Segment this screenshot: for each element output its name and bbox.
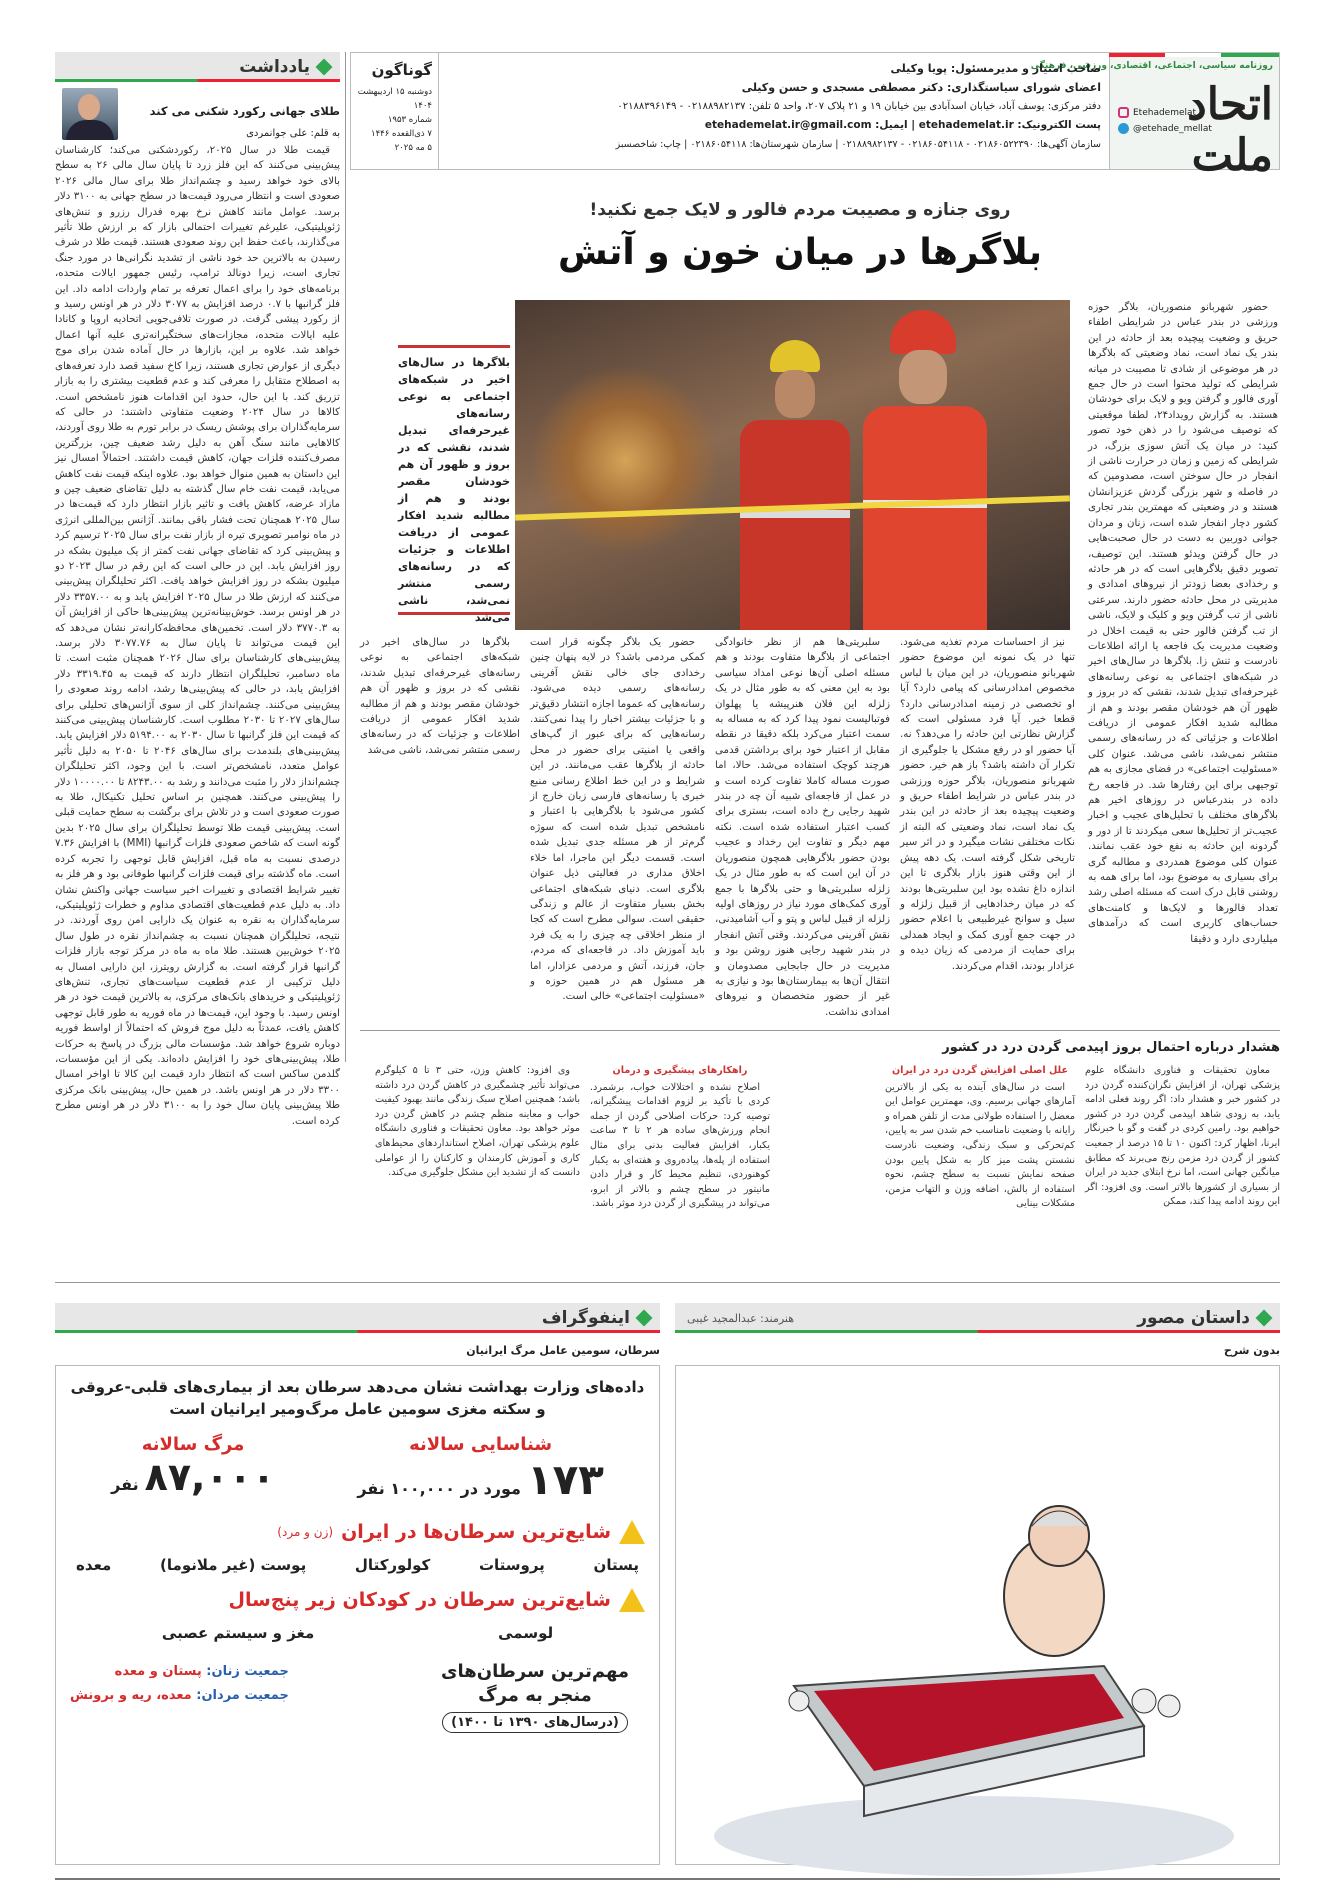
office-line: دفتر مرکزی: یوسف آباد، خیابان اسدآبادی بین خیابان ۱۹ و ۲۱ پلاک ۲۰۷، واحد ۵ تلفن: ۰۲۱۸۸۹۸۲۱۳۷ - ۰۲۱۸۸۳۹۶۱۴۹	[617, 101, 1101, 112]
logo: اتحاد ملت	[1187, 79, 1273, 181]
column-body	[55, 143, 341, 1127]
responder-right	[855, 310, 995, 630]
infographic-panel	[55, 1365, 660, 1865]
men-label: جمعیت مردان:	[196, 1688, 289, 1703]
column-header	[55, 52, 340, 82]
cartoon-artist: هنرمند: عبدالمجید غیبی	[687, 1311, 795, 1325]
author-photo	[62, 88, 118, 140]
author-face	[78, 94, 100, 120]
child-item: لوسمی	[498, 1624, 554, 1642]
cartoon-frame	[675, 1365, 1280, 1865]
common-list	[70, 1556, 645, 1574]
cartoon-caption: بدون شرح	[1223, 1344, 1280, 1357]
infographic-header	[55, 1303, 660, 1333]
common-item: معده	[76, 1556, 112, 1574]
side-article-title: هشدار درباره احتمال بروز اپیدمی گردن درد در کشور	[942, 1040, 1280, 1055]
infographic-subtitle: سرطان، سومین عامل مرگ ایرانیان	[466, 1344, 660, 1357]
section-name: گوناگون	[371, 61, 432, 79]
cartoon-diamond-icon	[1256, 1310, 1273, 1327]
common-item: پستان	[593, 1556, 639, 1574]
lead-col-1	[1088, 300, 1278, 1025]
side-subhead-2: راهکارهای پیشگیری و درمان	[612, 1065, 748, 1076]
date-gregorian: ۵ مه ۲۰۲۵	[394, 143, 432, 153]
logo-block	[1030, 53, 1279, 181]
infographic-diamond-icon	[636, 1310, 653, 1327]
side-col-1	[1085, 1064, 1280, 1269]
infographic-stripe	[55, 1330, 660, 1333]
side-col-3-text: اصلاح نشده و اختلالات خواب، برشمرد. کردی با تأکید بر لزوم اقدامات پیشگیرانه، توصیه کرد: حرکات اصلاحی گردن از جمله انجام ورزش‌های ساده هر ۲ تا ۳ ساعت یکبار، افزایش فعالیت بدنی برای مثال استفاده از پله‌ها، پیاده‌روی و هفته‌ای به یکبار کوهنوردی، تنظیم محیط کار و قرار دادن مانیتور در سطح چشم و بالاتر از ابرو، می‌تواند در پیشگیری از گردن درد موثر باشد.	[590, 1081, 771, 1210]
telegram-row	[1118, 123, 1212, 134]
cartoon-stripe	[675, 1330, 1280, 1333]
death-stat	[111, 1434, 275, 1504]
tagline: روزنامه سیاسی، اجتماعی، اقتصادی، ورزشی، فرهنگی	[1030, 61, 1273, 71]
telegram-handle: @etehade_mellat	[1133, 123, 1212, 134]
date-persian: دوشنبه ۱۵ اردیبهشت ۱۴۰۴	[357, 87, 432, 111]
men-row	[70, 1684, 289, 1708]
section-divider	[55, 1282, 1280, 1283]
lead-col-2	[900, 635, 1075, 1025]
women-label: جمعیت زنان:	[206, 1664, 289, 1679]
lead-col-3-text: سلبریتی‌ها هم از نظر خانوادگی اجتماعی از بلاگرها متفاوت بودند و هم مسئله اصلی آن‌ها نوعی امداد سیاسی بود به این معنی که به طور مثال در یک زلزله این فلان هنرپیشه یا پهلوان فوتبالیست نمود پیدا کرد که به مساله به سمت اعتبار می‌کرد بلکه دقیقا در نقطه مقابل از اعتبار خود برای برداشتن قدمی هرچند کوچک استفاده می‌شد. حالا، اما صورت مساله کاملا تفاوت کرده است و در عمل از فاجعه‌ای شبیه آن چه در بندر شهید رجایی رخ داده است، بستری برای کسب اعتبار استفاده شده است. نکته مهم دیگر و تفاوت این رخداد و عجیب بودن حضور بلاگرهایی همچون منصوریان در آن این است که به طور مثال در یک زلزله سلبریتی‌ها و حتی بلاگرها با جمع آوری کمک‌های مورد نیاز در روزهای اولیه زلزله از قبیل لباس و پتو و آب آشامیدنی، نقش آفرینی می‌کردند. وقتی آتش انفجار در بندر شهید رجایی هنوز روشن بود و مدیریت در حال جابجایی مصدومان و انتقال آن‌ها به بیمارستان‌ها بود و نیازی به غیر از حضور متخصصان و نیروهای امدادی نداشت.	[715, 637, 890, 1018]
stats-row	[70, 1434, 645, 1504]
email-line: پست الکترونیک: etehademelat.ir | ایمیل: etehademelat.ir@gmail.com	[704, 119, 1101, 131]
common-item: پوست (غیر ملانوما)	[160, 1556, 307, 1574]
helmet-red	[890, 310, 956, 354]
warning-icon	[619, 1520, 645, 1544]
lead-col-5-text: بلاگرها در سال‌های اخیر در شبکه‌های اجتماعی به نوعی رسانه‌های غیرحرفه‌ای تبدیل شدند، نقشی که در بروز و ظهور آن هم خودشان مقصر بودند و هم از مطالبه شدید افکار عمومی از دریافت اطلاعات و جزئیات که در رسانه‌های رسمی منتشر نمی‌شد، ناشی می‌شد	[360, 637, 520, 756]
lead-photo	[515, 300, 1070, 630]
side-col-2	[885, 1064, 1075, 1269]
helmet-yellow	[770, 340, 820, 372]
lead-col-1-text: حضور شهربانو منصوریان، بلاگر حوزه ورزشی در بندر عباس در شرایطی اطفاء حریق و وضعیت پیچیده بعد از حادثه در این بندر یک نماد است، نماد وضعیتی که بلاگرها در هر موضوعی از شادی تا مصیبت در میانه شرایطی که تولید محتوا است در حال جمع آوری فالور و گرفتن ویو و لایک برای خودشان هستند. به گزارش رویداد۲۴، لطفا موقعیتی که توصیف می‌شود را در ذهن خود تصور کنید: در میان یک آتش سوزی بزرگ، در شرایطی که زمین و زمان در حرارت ناشی از انفجار در حال سوختن است، مصدومین که در فاصله و شهر بزرگی گردش عزیزانشان هستند و در وضعیتی که مهمترین بندر تجاری کشور دچار انفجار شده است، زنان و مردان جوانی دوربین به دست در حال صحبت‌هایی در حال گرفتن ویدئو هستند. این توصیف، تصویر دقیق بلاگرهایی است که در هر حادثه و رخدادی بعضا زودتر از نیروهای امدادی و مدیریتی در محل حادثه حضور دارند. سرعتی ناشی از تب گرفتن ویو و کلیک و لایک، ناشی از تب گرفتن فالور حتی به قیمت اخلال در وضعیت مدیریت یک فاجعه یا ارائه اطلاعات نادرست و تنش زا. بلاگرها در سال‌های اخیر در شبکه‌های اجتماعی به نوعی رسانه‌های غیرحرفه‌ای تبدیل شدند، نقشی که در بروز و ظهور آن هم خودشان مقصر بودند و هم از مطالبه شدید افکار عمومی از دریافت اطلاعات و جزئیاتی که در رسانه‌های رسمی منتشر نمی‌شد، ناشی می‌شد. عنوان کلی «مسئولیت اجتماعی» در فضای مجازی به هم توجیهی برای این رفتارها شد. در فاجعه رخ داده در بندرعباس در روزهای اخیر هم بلاگرهای مختلف با تحلیل‌های عجیب و اخبار عجیب‌تر از تحلیل‌ها سعی میکردند تا از دور و گردونه این حادثه به نفع خود عقب نمانند. عنوان کلی موضوع همدردی و مطالبه گری برای بسیاری به موضوع بود، اما برای همه به روشنی قابل درک است که مسئله اصلی رشد تعداد فالورها و لایک‌ها و کامنت‌های حساب‌های کاربری است که درآمدهای میلیاردی دارد و دقیقا	[1088, 302, 1278, 945]
pullquote-text: بلاگرها در سال‌های اخیر در شبکه‌های اجتماعی به نوعی رسانه‌های غیرحرفه‌ای تبدیل شدند، نقشی که در بروز و ظهور آن هم خودشان مقصر بودند و هم از مطالبه شدید افکار عمومی از دریافت اطلاعات و جزئیات که در رسانه‌های رسمی منتشر نمی‌شد، ناشی می‌شد	[398, 356, 510, 624]
instagram-icon	[1118, 107, 1129, 118]
suit-left	[740, 420, 850, 630]
owner-line: صاحب امتیاز و مدیرمسئول: پویا وکیلی	[890, 62, 1101, 75]
issue-number: شماره ۱۹۵۳	[387, 115, 432, 125]
face-right	[899, 350, 947, 404]
men-value: معده، ریه و برونش	[70, 1688, 192, 1703]
lead-col-4-text: حضور یک بلاگر چگونه قرار است کمکی مردمی باشد؟ در لایه پنهان چنین رخدادی جای خالی نقش آفرینی رسانه‌های رسمی دیده می‌شود. رسانه‌هایی که عموما اجازه انتشار دقیق‌تر و با جزئیات بیشتر اخبار را پیدا نمی‌کنند. رسانه‌هایی که برای عبور از گپ‌های واقعی یا امنیتی برای حضور در محل حادثه از بلاگرها عقب می‌مانند. در این شرایط و در این خط اطلاع رسانی منبع خبری یا رسانه‌های فارسی زبان خارج از کشور می‌شود با بلاگرهایی با اعتبار و نامشخص تبدیل شده است که سوژه گرم‌تر از هر مسئله جدی تبدیل شده است. قسمت دیگر این ماجرا، اما خلاء اخلاق مداری در فعالیتی ذیل عنوان بلاگری است. دنیای شبکه‌های اجتماعی بخش بسیار متفاوت از عالم و زندگی حقیقی است. سوالی مطرح است که کجا از منظر اخلاقی چه چیزی را به یک فرد باید آموزش داد. در فاجعه‌ای که مردم، جان، فرزند، آتش و مردمی عزادار، اما هر مسئول هم در همین حوزه و «مسئولیت اجتماعی» خالی است.	[530, 637, 705, 1003]
header-stripe	[55, 79, 340, 82]
incidence-value-row	[357, 1455, 604, 1504]
contact-block	[441, 59, 1101, 154]
common-title: شایع‌ترین سرطان‌ها در ایران	[341, 1521, 611, 1543]
women-value: پستان و معده	[114, 1664, 202, 1679]
child-title-row	[70, 1588, 645, 1612]
incidence-value: ۱۷۳	[526, 1455, 604, 1504]
lead-col-2-text: نیز از احساسات مردم تغذیه می‌شود. تنها در یک نمونه این موضوع حضور شهربانو منصوریان، در این میان با لباس مخصوص امدادرسانی که پیامی دارد؟ آیا او تخصصی در زمینه امدادرسانی دارد؟ قطعا خیر. آیا فرد مسئولی است که گزارش نظارتی این حادثه را می‌دهد؟ نه. آیا حضور او در رفع مشکل یا جلوگیری از تکرار آن داشته باشد؟ باز هم خیر. حضور شهربانو منصوریان، بلاگر حوزه ورزشی در بندر عباس در شرایط اطفاء حریق و وضعیت پیچیده بعد از حادثه در این بندر یک نماد است، نماد وضعیتی که البته از نکات مختلفی نشات میگیرد و در اثر سیر تاریخی شکل گرفته است. یک دهه پیش از این وقتی هنوز بازار بلاگری تا این اندازه داغ نشده بود این سلبریتی‌ها بودند که در میان رخدادهایی از قبیل زلزله و سیل و سوانح غیرطبیعی با اعلام حضور در جهت جمع آوری کمک و ایجاد همدلی برای حمایت از مردمی که زیان دیده و عزادار بودند، اقدام می‌کردند.	[900, 637, 1075, 972]
masthead	[350, 52, 1280, 181]
incidence-unit: مورد در ۱۰۰,۰۰۰ نفر	[357, 1479, 521, 1498]
lead-headline: بلاگرها در میان خون و آتش	[557, 232, 1043, 273]
cartoon-header	[675, 1303, 1280, 1333]
death-value: ۸۷,۰۰۰	[144, 1455, 276, 1499]
instagram-handle: Etehademelat	[1133, 107, 1197, 118]
telegram-icon	[1118, 123, 1129, 134]
section-diamond-icon	[316, 59, 333, 76]
lead-col-4	[530, 635, 705, 1025]
side-col-4-text: وی افزود: کاهش وزن، حتی ۳ تا ۵ کیلوگرم می‌تواند تأثیر چشمگیری در کاهش گردن درد داشته باشد؛ همچنین اصلاح سبک زندگی مانند بهبود کیفیت خواب و معاینه منظم چشم در کاهش گردن درد موثر خواهد بود. معاون تحقیقات و فناوری دانشگاه علوم پزشکی تهران، اصلاح استانداردهای محیط‌های کاری و آموزش کارمندان و کارکنان را از عواملی دانست که از تشدید این مشکل جلوگیری می‌کند.	[375, 1065, 580, 1179]
incidence-label: شناسایی سالانه	[409, 1434, 553, 1455]
lead-bottom-rule	[360, 1030, 1280, 1031]
page-bottom-rule	[55, 1878, 1280, 1880]
lead-col-5	[360, 635, 520, 1025]
column-text: قیمت طلا در سال ۲۰۲۵، رکوردشکنی می‌کند؛ کارشناسان پیش‌بینی می‌کنند که این فلز زرد تا پایان سال مالی ۲۶ به سطح بالای خود خواهد رسید و چشم‌انداز طلا برای سال مالی ۲۰۲۶ صعودی است و انتظار می‌رود قیمت‌ها در سطح جهانی به ۳۱۰۰ دلار برسد. عوامل مانند کاهش نرخ بهره فدرال رزرو و تنش‌های ژئوپلیتیکی، علیرغم تغییرات احتمالی بازار که بر ارزش طلا تأثیر می‌گذارند، باعث حفظ این روند صعودی هستند. قیمت طلا در شرف رسیدن به بالاترین حد خود ناشی از تشدید نگرانی‌ها در مورد جنگ تجاری است، زیرا دونالد ترامپ، رئیس جمهور ایالات متحده، برنامه‌های خود را برای اعمال تعرفه بر تمام واردات ادامه داد. این فلز گرانبها با ۰.۷ درصد افزایش به ۳۰۷۷ دلار در هر اونس رسید و از رکورد پیشی گرفت. در صورت تلافی‌جویی اتحادیه اروپا و کانادا علیه ایالات متحده، مجازات‌های سختگیرانه‌تری علیه آنها اعمال خواهد شد. علاوه بر این، بازارها در حال آماده شدن برای موج دیگری از عوارض تجاری هستند، زیرا کاخ سفید قصد دارد تعرفه‌های به اصطلاح متقابل را معرفی کند و عدم قطعیت بیشتری را به بازار تزریق کند. با این حال، حدود این اقدامات هنوز نامشخص است. کالاها در سال ۲۰۲۴ وضعیت متفاوتی داشتند: در حالی که سرمایه‌گذاران برای پوشش ریسک در برابر تورم به طلا روی آوردند، کالاهایی مانند سنگ آهن به دلیل رشد ضعیف چین، بزرگترین مصرف‌کننده فلزات جهان، کاهش قیمت داشتند. احتمالاً امسال نیز این داستان به همین منوال خواهد بود. علاوه اینکه قیمت نفت کاهش می‌یابد، قیمت نفت خام سال گذشته به دلیل تقاضای ضعیف چین و مازاد عرضه، کاهش یافت و تاثیر بازار انتظار دارد که قیمت‌ها در سال ۲۰۲۵ همچنان تحت فشار باقی بمانند. آژانس بین‌المللی انرژی در ماه نوامبر تصویری تیره از بازار نفت برای سال ۲۰۲۵ ترسیم کرد و پیش‌بینی کرد که تقاضای جهانی نفت کمتر از یک میلیون بشکه در روز افزایش یابد. این در حالی است که این رقم در سال ۲۰۲۳ دو میلیون بشکه در روز افزایش خواهد یافت. اکثر تحلیلگران پیش‌بینی می‌کنند که ارزش طلا در سال ۲۰۲۵ افزایش یابد و به ۳۳۵۷.۰۰ دلار در هر اونس برسد. خوش‌بینانه‌ترین پیش‌بینی‌ها حاکی از افزایش آن به ۳۷۷۰.۳ دلار است. تخمین‌های محافظه‌کارانه‌تر نشان می‌دهد که این قیمت می‌تواند تا پایان سال به ۳۰۷۷.۷۶ دلار برسد. پیش‌بینی‌های کارشناسان برای سال ۲۰۲۶ همچنان مثبت است. تا ماه دسامبر، تحلیلگران انتظار دارند که قیمت به ۳۳۱۹.۴۵ دلار افزایش یابد، در حالی که پیش‌بینی‌ها رشد، ادامه روند صعودی را پیش‌بینی می‌کنند. چشم‌انداز کلی از سوی آژانس‌های تحلیلی برای سال‌های ۲۰۲۷ تا ۲۰۳۰ مطلوب است. کارشناسان پیش‌بینی می‌کنند که قیمت این فلز گرانبها تا سال ۲۰۳۰ به ۵۱۹۴.۰۰ دلار افزایش یابد. پیش‌بینی‌های بلندمدت برای سال‌های ۲۰۴۶ تا ۲۰۵۰ به دلیل تأثیر عوامل متعدد، نامشخص‌تر است. با این وجود، اکثر تحلیلگران چشم‌انداز دلار را مثبت می‌دانند و رشد به ۸۲۴۳.۰۰ تا ۱۰۰۰۰.۰۰ دلار را پیش‌بینی می‌کنند. همچنین بر اساس تحلیل تکنیکال، طلا به صورت صعودی است و در تلاش برای برگشت به سطح حمایت قبلی است. پیش‌بینی قیمت طلا توسط تحلیلگران برای سال ۲۰۲۵ بدین گونه است که شاخص صعودی فلزات گرانبها (MMI) با افزایش ۷.۳۶ درصدی نسبت به ماه قبل، افزایش قابل توجهی را تجربه کرده است. ماه گذشته برای قیمت فلزات گرانبها طوفانی بود و هر فلز به تغییر شرایط اقتصادی و تغییرات اخیر سیاست جهانی واکنش نشان داد. به دلیل عدم قطعیت‌های اقتصادی مداوم و خطرات ژئوپلیتیکی، سرمایه‌گذاران به نقره به عنوان یک دارایی امن روی آوردند. در نتیجه، تحلیلگران همچنان نسبت به چشم‌انداز نقره در طول سال ۲۰۲۵ خوش‌بین هستند. طلا ماه به ماه در مرکز توجه بازار فلزات گرانبها قرار گرفته است. به گزارش رویترز، این دارایی امسال به دلیل ترکیبی از عدم قطعیت سیاست‌های تجاری، تنش‌های ژئوپلیتیکی و خریدهای بانک‌های مرکزی، به بالاترین قیمت خود در هر اونس رسید. با وجود این، قیمت‌ها در ماه فوریه به طور قابل توجهی کاهش یافت، عمدتاً به دلیل موج فروش که احتمالاً از اواسط فوریه دوباره شروع خواهد شد. مؤسسات مالی بزرگ در پاسخ به حرکات طلا، پیش‌بینی‌های خود را افزایش داده‌اند. یکی از این مؤسسات، گلدمن ساکس است که انتظار دارد قیمت این کالا تا اواخر امسال ۳۳۰۰ دلار در هر اونس باشد. در همین حال، پیش‌بینی بانک مرکزی طلا پیش‌بینی پایان سال خود را به ۳۱۰۰ دلار در هر اونس مطرح کرده است.	[55, 145, 341, 1127]
side-col-3	[590, 1064, 770, 1269]
common-item: کولورکتال	[354, 1556, 431, 1574]
face-left	[775, 370, 815, 418]
incidence-stat	[357, 1434, 604, 1504]
side-col-2-text: است در سال‌های آینده به یکی از بالاترین آمارهای جهانی برسیم. وی، مهمترین عوامل این معضل را استفاده طولانی مدت از تلفن همراه و رایانه با وضعیت نامناسب خم شدن سر به پایین، کم‌تحرکی و سبک زندگی، وضعیت نادرست نشستن پشت میز کار به شکل پایین بودن صفحه نمایش نسبت به سطح چشم، نحوه استفاده از بالش، اضافه وزن و التهاب مزمن، مشکلات بینایی	[885, 1081, 1075, 1210]
suit-right	[863, 406, 987, 630]
responder-left	[735, 340, 855, 630]
death-unit: نفر	[111, 1475, 139, 1494]
column-title: طلای جهانی رکورد شکنی می کند	[149, 104, 340, 118]
fatal-title-block	[425, 1660, 645, 1733]
side-subhead-1: علل اصلی افزایش گردن درد در ایران	[891, 1065, 1069, 1076]
death-label: مرگ سالانه	[141, 1434, 245, 1455]
side-col-4	[375, 1064, 580, 1269]
common-item: پروستات	[478, 1556, 545, 1574]
lead-col-3	[715, 635, 890, 1025]
warning-icon	[619, 1588, 645, 1612]
death-value-row	[111, 1455, 275, 1499]
common-note: (زن و مرد)	[277, 1525, 334, 1539]
fatal-groups	[70, 1660, 289, 1708]
lead-kicker: روی جنازه و مصیبت مردم فالور و لایک جمع نکنید!	[589, 200, 1011, 220]
instagram-row	[1118, 107, 1196, 118]
ads-line: سازمان آگهی‌ها: ۰۲۱۸۶۰۵۲۲۳۹۰ - ۰۲۱۸۶۰۵۴۱۱۸ - ۰۲۱۸۸۹۸۲۱۳۷ | سازمان شهرستان‌ها: ۰۲۱۸۶۰۵۴۱۱۸ | چاپ: شاخصسبز	[615, 139, 1101, 150]
fatal-title: مهم‌ترین سرطان‌های منجر به مرگ	[440, 1661, 630, 1706]
fatal-period: (درسال‌های ۱۳۹۰ تا ۱۴۰۰)	[442, 1712, 628, 1733]
column-divider	[345, 52, 346, 1062]
child-item: مغز و سیستم عصبی	[161, 1624, 315, 1642]
council-line: اعضای شورای سیاستگذاری: دکتر مصطفی مسجدی و حسن وکیلی	[741, 81, 1101, 94]
column-label: یادداشت	[239, 57, 310, 77]
child-list	[70, 1624, 645, 1642]
infographic-label: اینفوگراف	[541, 1308, 630, 1328]
fatal-block	[70, 1660, 645, 1733]
photo-glow	[535, 360, 715, 560]
author-shoulders	[66, 120, 114, 140]
lead-pullquote	[398, 345, 510, 624]
date-block	[351, 53, 439, 169]
cartoon-label: داستان مصور	[1137, 1308, 1250, 1328]
side-col-1-text: معاون تحقیقات و فناوری دانشگاه علوم پزشکی تهران، از افزایش نگران‌کننده گردن درد در کشور خبر و هشدار داد: اگر روند فعلی ادامه یابد، به زودی شاهد اپیدمی گردن درد در کشور خواهیم بود. رامین کردی در گفت و گو با خبرنگار ایرنا، اظهار کرد: اکنون ۱۰ تا ۱۵ درصد از جمعیت کشور از گردن درد مزمن رنج می‌برند که مطابق میانگین جهانی است، اما نرخ ابتلای جدید در ایران از بسیاری از کشورها بالاتر است. وی افزود: اگر این روند ادامه پیدا کند، ممکن	[1085, 1065, 1280, 1208]
child-title: شایع‌ترین سرطان در کودکان زیر پنج‌سال	[228, 1589, 611, 1611]
date-hijri: ۷ ذی‌القعده ۱۴۴۶	[371, 129, 432, 139]
cartoon-drawing	[674, 1366, 1279, 1866]
column-author: به قلم: علی جوانمردی	[246, 128, 340, 139]
logo-stripe	[1109, 53, 1279, 57]
common-title-row	[70, 1520, 645, 1544]
infographic-heading: داده‌های وزارت بهداشت نشان می‌دهد سرطان بعد از بیماری‌های قلبی-عروقی و سکته مغزی سومین عامل مرگ‌ومیر ایرانیان است	[70, 1378, 645, 1418]
women-row	[70, 1660, 289, 1684]
